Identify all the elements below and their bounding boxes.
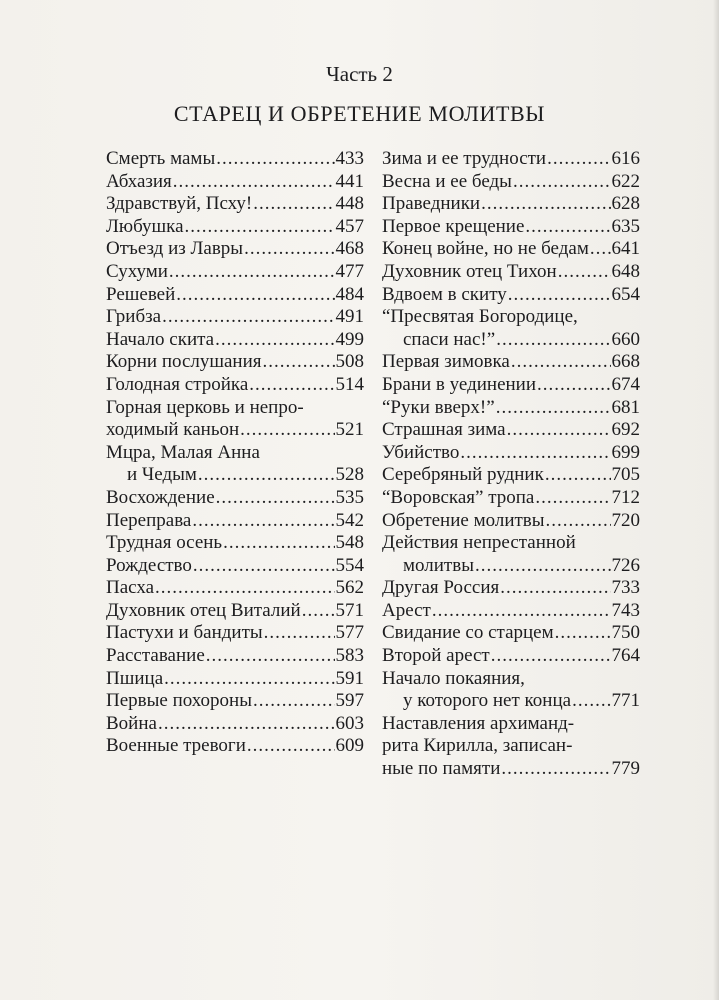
- toc-entry-title: Первое крещение: [382, 215, 525, 237]
- toc-entry-title: ные по памяти: [382, 758, 501, 780]
- toc-right-column: [382, 148, 640, 781]
- toc-entry: [106, 690, 364, 713]
- toc-entry-page: 583: [335, 645, 364, 667]
- toc-leader-dots: [192, 510, 334, 533]
- toc-entry-page: 468: [335, 238, 364, 260]
- toc-leader-dots: [263, 351, 335, 374]
- toc-entry-page: 597: [335, 690, 364, 712]
- toc-entry-page: 648: [611, 260, 640, 282]
- toc-entry: [106, 306, 364, 329]
- toc-entry: [106, 374, 364, 397]
- toc-entry-title: Серебряный рудник: [382, 464, 544, 486]
- toc-leader-dots: [247, 735, 335, 758]
- toc-entry-title: Страшная зима: [382, 419, 506, 441]
- toc-leader-dots: [253, 690, 335, 713]
- toc-entry-page: 554: [335, 554, 364, 576]
- toc-entry-page: 699: [611, 441, 640, 463]
- toc-entry-last-line: [106, 419, 364, 442]
- toc-entry-page: 674: [611, 373, 640, 395]
- toc-entry-title: Смерть мамы: [106, 148, 216, 169]
- toc-leader-dots: [545, 464, 611, 487]
- toc-entry-title: рита Кирилла, записан-: [382, 735, 573, 757]
- toc-entry-page: 535: [335, 486, 364, 508]
- toc-leader-dots: [546, 510, 611, 533]
- toc-entry: [382, 442, 640, 465]
- toc-entry-page: 726: [611, 554, 640, 576]
- toc-entry-title: Убийство: [382, 441, 460, 463]
- toc-leader-dots: [460, 442, 610, 465]
- toc-entry: [106, 600, 364, 623]
- toc-entry: [106, 713, 364, 736]
- part-title: Часть 2: [326, 62, 393, 86]
- toc-entry: [382, 351, 640, 374]
- toc-entry: [382, 261, 640, 284]
- toc-entry-page: 743: [611, 599, 640, 621]
- toc-entry-title: Пшица: [106, 667, 164, 689]
- toc-leader-dots: [590, 238, 611, 261]
- toc-entry-page: 668: [611, 351, 640, 373]
- toc-entry-page: 548: [335, 532, 364, 554]
- toc-entry-page: 692: [611, 419, 640, 441]
- toc-entry-title: Вдвоем в скиту: [382, 283, 507, 305]
- toc-entry: [382, 171, 640, 194]
- toc-entry: [382, 532, 640, 577]
- toc-leader-dots: [555, 622, 611, 645]
- toc-entry: [106, 442, 364, 487]
- toc-leader-dots: [507, 419, 611, 442]
- toc-entry-page: 750: [611, 622, 640, 644]
- toc-entry: [382, 397, 640, 420]
- toc-leader-dots: [572, 690, 610, 713]
- toc-entry-last-line: [382, 329, 640, 352]
- toc-entry-page: 514: [335, 373, 364, 395]
- toc-leader-dots: [185, 216, 335, 239]
- toc-leader-dots: [244, 238, 334, 261]
- toc-entry: [382, 193, 640, 216]
- toc-entry: [106, 735, 364, 758]
- toc-entry-title: спаси нас!”: [403, 328, 496, 350]
- toc-leader-dots: [508, 284, 611, 307]
- toc-leader-dots: [176, 284, 334, 307]
- toc-entry-page: 477: [335, 260, 364, 282]
- toc-leader-dots: [302, 600, 335, 623]
- toc-entry: [106, 238, 364, 261]
- toc-entry-last-line: [382, 758, 640, 781]
- toc-entry: [382, 374, 640, 397]
- toc-leader-dots: [206, 645, 335, 668]
- toc-entry-title: Брани в уединении: [382, 373, 537, 395]
- toc-leader-dots: [547, 148, 610, 171]
- toc-entry-title: Решевей: [106, 283, 176, 305]
- toc-leader-dots: [240, 419, 334, 442]
- toc-entry: [106, 216, 364, 239]
- toc-entry-title: ходимый каньон: [106, 419, 240, 441]
- toc-entry-page: 484: [335, 283, 364, 305]
- toc-entry-title: и Чедым: [127, 464, 197, 486]
- toc-entry-page: 508: [335, 351, 364, 373]
- toc-entry-title: Второй арест: [382, 645, 490, 667]
- toc-entry-page: 562: [335, 577, 364, 599]
- toc-entry-page: 457: [335, 215, 364, 237]
- toc-entry-title: у которого нет конца: [403, 690, 572, 712]
- toc-entry-title: “Руки вверх!”: [382, 396, 495, 418]
- toc-entry-title: Весна и ее беды: [382, 170, 512, 192]
- toc-entry-title: Корни послушания: [106, 351, 262, 373]
- toc-entry-page: 499: [335, 328, 364, 350]
- toc-entry-title: Восхождение: [106, 486, 215, 508]
- toc-entry: [106, 284, 364, 307]
- toc-entry-title: Пастухи и бандиты: [106, 622, 263, 644]
- toc-entry-title: Праведники: [382, 193, 481, 215]
- toc-entry-title: Начало скита: [106, 328, 215, 350]
- toc-entry-title: Любушка: [106, 215, 184, 237]
- toc-leader-dots: [193, 555, 335, 578]
- toc-entry-page: 764: [611, 645, 640, 667]
- toc-entry-title: Арест: [382, 599, 431, 621]
- toc-entry-page: 591: [335, 667, 364, 689]
- toc-entry-title: Здравствуй, Псху!: [106, 193, 253, 215]
- toc-leader-dots: [481, 193, 610, 216]
- toc-entry-page: 779: [611, 758, 640, 780]
- toc-entry-page: 433: [335, 148, 364, 169]
- toc-entry: [382, 713, 640, 781]
- toc-entry-title: Духовник отец Тихон: [382, 260, 557, 282]
- toc-entry-page: 712: [611, 486, 640, 508]
- toc-entry: [106, 397, 364, 442]
- toc-leader-dots: [432, 600, 611, 623]
- toc-entry: [106, 193, 364, 216]
- toc-entry-title: Наставления архиманд-: [382, 712, 575, 734]
- toc-entry: [382, 216, 640, 239]
- toc-leader-dots: [164, 668, 334, 691]
- toc-entry: [106, 645, 364, 668]
- toc-entry: [106, 171, 364, 194]
- toc-entry-last-line: [106, 464, 364, 487]
- toc-entry-title: Зима и ее трудности: [382, 148, 547, 169]
- toc-entry: [382, 577, 640, 600]
- toc-entry-title: молитвы: [403, 554, 474, 576]
- toc-entry-title: Начало покаяния,: [382, 667, 525, 689]
- toc-leader-dots: [496, 397, 611, 420]
- toc-leader-dots: [511, 351, 611, 374]
- toc-leader-dots: [500, 577, 610, 600]
- toc-entry: [382, 238, 640, 261]
- toc-entry-page: 448: [335, 193, 364, 215]
- toc-entry-title: Рождество: [106, 554, 192, 576]
- toc-leader-dots: [496, 329, 610, 352]
- toc-leader-dots: [513, 171, 611, 194]
- toc-entry: [106, 148, 364, 171]
- toc-entry-page: 616: [611, 148, 640, 169]
- toc-leader-dots: [535, 487, 610, 510]
- toc-entry-title: Первая зимовка: [382, 351, 510, 373]
- toc-entry: [382, 622, 640, 645]
- toc-entry-last-line: [382, 555, 640, 578]
- toc-entry-page: 603: [335, 712, 364, 734]
- toc-entry-page: 771: [611, 690, 640, 712]
- toc-leader-dots: [173, 171, 335, 194]
- toc-leader-dots: [491, 645, 611, 668]
- toc-entry: [106, 555, 364, 578]
- toc-leader-dots: [216, 487, 335, 510]
- toc-entry: [106, 577, 364, 600]
- toc-entry-page: 577: [335, 622, 364, 644]
- toc-entry-title: Война: [106, 712, 157, 734]
- toc-entry-title: Трудная осень: [106, 532, 223, 554]
- toc-entry: [106, 487, 364, 510]
- toc-entry-title: Мцра, Малая Анна: [106, 441, 260, 463]
- toc-entry-page: 654: [611, 283, 640, 305]
- toc-leader-dots: [162, 306, 334, 329]
- toc-entry: [382, 306, 640, 351]
- toc-leader-dots: [158, 713, 335, 736]
- toc-leader-dots: [223, 532, 334, 555]
- toc-leader-dots: [253, 193, 334, 216]
- toc-entry-title: Первые похороны: [106, 690, 252, 712]
- toc-entry-page: 705: [611, 464, 640, 486]
- toc-entry-title: Свидание со старцем: [382, 622, 554, 644]
- toc-entry-title: Обретение молитвы: [382, 509, 545, 531]
- toc-entry-page: 733: [611, 577, 640, 599]
- toc-leader-dots: [215, 329, 334, 352]
- toc-leader-dots: [525, 216, 610, 239]
- toc-entry-page: 660: [611, 328, 640, 350]
- toc-entry-page: 720: [611, 509, 640, 531]
- toc-entry-page: 635: [611, 215, 640, 237]
- toc-entry-last-line: [382, 690, 640, 713]
- toc-leader-dots: [198, 464, 335, 487]
- toc-entry-title: Переправа: [106, 509, 192, 531]
- toc-entry-title: Голодная стройка: [106, 373, 249, 395]
- toc-entry-title: Военные тревоги: [106, 735, 246, 757]
- toc-entry-page: 609: [335, 735, 364, 757]
- toc-leader-dots: [249, 374, 334, 397]
- toc-entry-title: Грибза: [106, 306, 162, 328]
- toc-entry-title: Духовник отец Виталий: [106, 599, 301, 621]
- toc-entry-title: “Воровская” тропа: [382, 486, 535, 508]
- toc-entry: [382, 284, 640, 307]
- toc-entry-title: Другая Россия: [382, 577, 500, 599]
- toc-leader-dots: [216, 148, 334, 171]
- toc-entry: [106, 668, 364, 691]
- toc-leader-dots: [501, 758, 610, 781]
- toc-entry: [382, 419, 640, 442]
- toc-entry-page: 521: [335, 419, 364, 441]
- toc-entry: [382, 148, 640, 171]
- toc-entry: [106, 261, 364, 284]
- toc-leader-dots: [264, 622, 335, 645]
- toc-entry: [382, 510, 640, 533]
- toc-entry: [382, 600, 640, 623]
- toc-entry-page: 628: [611, 193, 640, 215]
- toc-entry-page: 542: [335, 509, 364, 531]
- toc-left-column: [106, 148, 364, 758]
- toc-entry: [106, 351, 364, 374]
- toc-leader-dots: [169, 261, 335, 284]
- toc-entry-page: 622: [611, 170, 640, 192]
- toc-entry: [382, 464, 640, 487]
- toc-entry-page: 641: [611, 238, 640, 260]
- toc-entry-title: Пасха: [106, 577, 155, 599]
- toc-leader-dots: [155, 577, 334, 600]
- toc-entry-title: Конец войне, но не бедам: [382, 238, 589, 260]
- toc-entry: [106, 329, 364, 352]
- toc-entry-title: “Пресвятая Богородице,: [382, 306, 578, 328]
- toc-leader-dots: [475, 555, 611, 578]
- toc-entry: [106, 510, 364, 533]
- toc-entry-page: 681: [611, 396, 640, 418]
- toc-entry-page: 528: [335, 464, 364, 486]
- toc-entry: [382, 645, 640, 668]
- toc-entry-title: Отъезд из Лавры: [106, 238, 244, 260]
- toc-entry-page: 571: [335, 599, 364, 621]
- toc-entry-title: Сухуми: [106, 260, 168, 282]
- toc-entry-page: 491: [335, 306, 364, 328]
- toc-entry-title: Абхазия: [106, 170, 172, 192]
- toc-entry: [382, 668, 640, 713]
- toc-entry-title: Горная церковь и непро-: [106, 396, 304, 418]
- toc-entry: [382, 487, 640, 510]
- page-edge-shadow: [713, 0, 719, 1000]
- toc-entry-title: Действия непрестанной: [382, 532, 576, 554]
- toc-entry-page: 441: [335, 170, 364, 192]
- toc-entry: [106, 622, 364, 645]
- section-title: СТАРЕЦ И ОБРЕТЕНИЕ МОЛИТВЫ: [173, 101, 546, 126]
- toc-leader-dots: [558, 261, 611, 284]
- toc-entry-title: Расставание: [106, 645, 205, 667]
- toc-entry: [106, 532, 364, 555]
- toc-leader-dots: [537, 374, 610, 397]
